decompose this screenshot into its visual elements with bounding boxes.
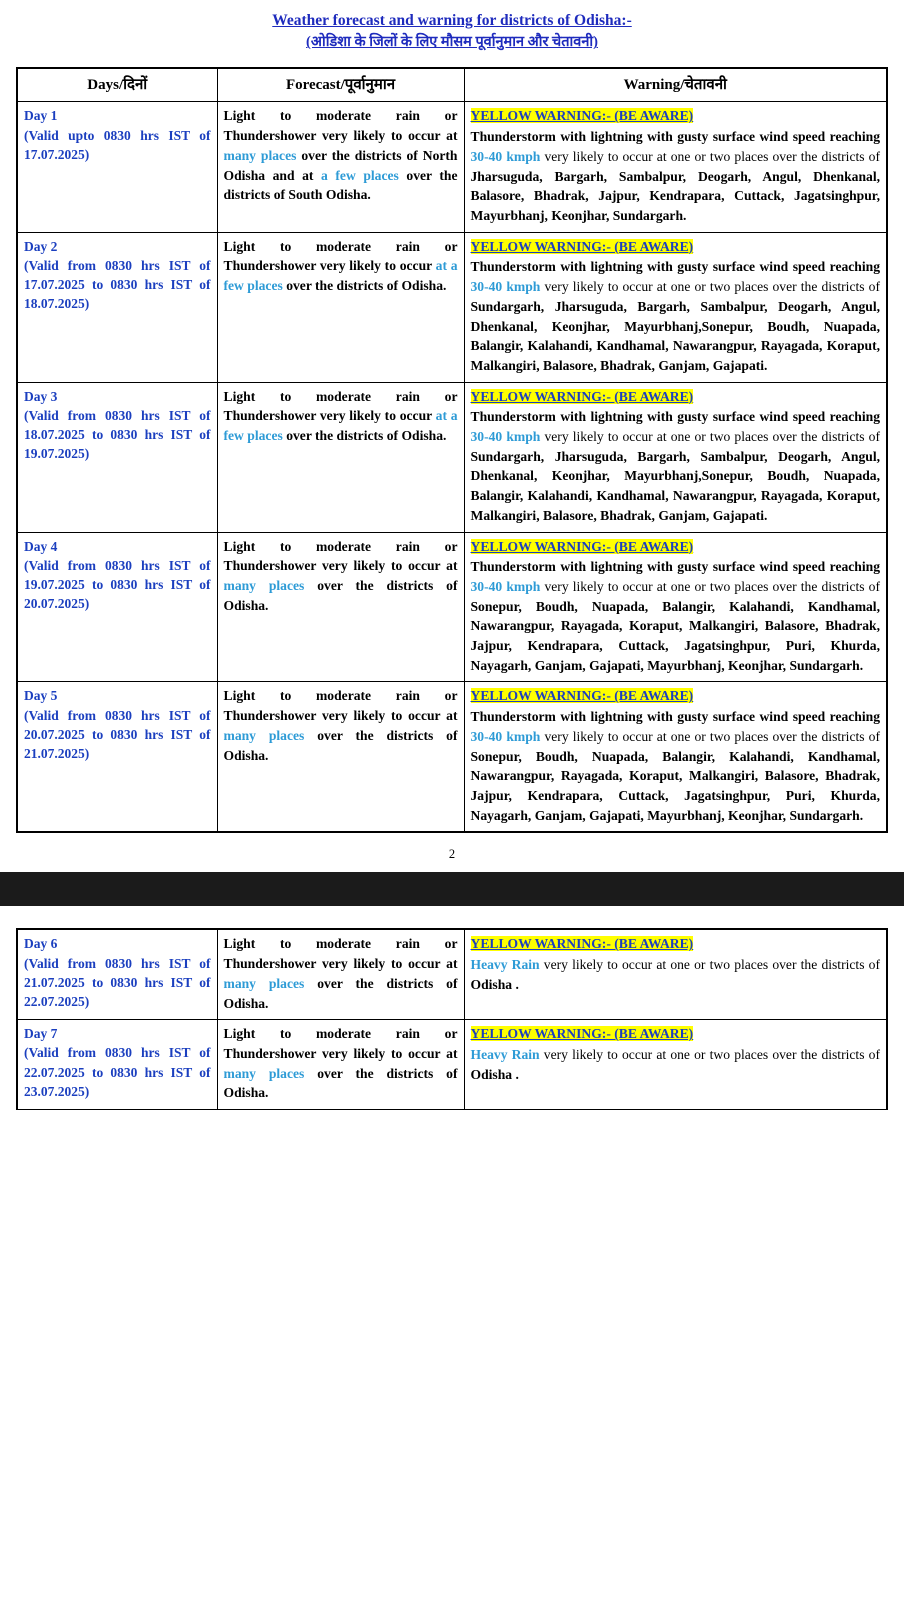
warning-districts: Sundargarh, Jharsuguda, Bargarh, Sambalpur, Deogarh, Angul, Dhenkanal, Keonjhar, Mayurbhanj,Sonepur, Boudh, Nuapada, Balangir, Kalahandi, Kandhamal, Nawarangpur, Rayagada, Koraput, Malkangiri, Balasore, Bhadrak, Ganjam, Gajapati. [470, 448, 880, 523]
day-label: Day 1 [24, 108, 58, 124]
header-warning: Warning/चेतावनी [464, 68, 887, 102]
forecast-text-pre: Light to moderate rain or Thundershower very likely to occur [223, 238, 458, 274]
forecast-text-pre: Light to moderate rain or Thundershower very likely to occur at [223, 936, 458, 972]
day-cell [17, 1020, 217, 1110]
warning-mid: very likely to occur at one or two places over the districts of [544, 148, 880, 164]
table-row [17, 532, 887, 682]
forecast-table [16, 67, 888, 833]
forecast-spread-1: many places [223, 975, 305, 991]
warning-mid: very likely to occur at one or two places over the districts of [544, 578, 880, 594]
warning-badge: YELLOW WARNING:- (BE AWARE) [470, 936, 694, 952]
forecast-text-mid: over the districts of Odisha. [286, 278, 447, 294]
day-label: Day 4 [24, 538, 58, 554]
forecast-table-continued [16, 928, 888, 1110]
forecast-text-mid: over the districts of Odisha. [223, 975, 458, 1011]
table-row [17, 682, 887, 832]
validity-label: (Valid from 0830 hrs IST of 20.07.2025 to 0830 hrs IST of 21.07.2025) [24, 707, 211, 761]
page-number: 2 [448, 847, 456, 862]
forecast-spread-1: many places [223, 1065, 305, 1081]
warning-body [471, 557, 881, 675]
table-row [17, 232, 887, 382]
day-cell [17, 382, 217, 532]
title-hindi: (ओडिशा के जिलों के लिए मौसम पूर्वानुमान और चेतावनी) [306, 34, 598, 51]
table-row [17, 102, 887, 232]
day-label: Day 5 [24, 688, 58, 704]
wind-speed: 30-40 kmph [470, 578, 541, 594]
forecast-page-2 [0, 906, 904, 1110]
forecast-text-post: over the districts of South Odisha. [223, 167, 458, 203]
warning-mid: very likely to occur at one or two places over the districts of [544, 279, 880, 295]
validity-label: (Valid from 0830 hrs IST of 17.07.2025 to 0830 hrs IST of 18.07.2025) [24, 257, 211, 312]
warning-body [471, 707, 881, 825]
forecast-cell [217, 682, 464, 832]
forecast-text-pre: Light to moderate rain or Thundershower very likely to occur at [223, 688, 458, 724]
warning-lead: Thunderstorm with lightning with gusty surface wind speed reaching [470, 129, 880, 145]
forecast-spread-1: at a few places [223, 258, 458, 294]
forecast-spread-2: a few places [321, 167, 399, 183]
validity-label: (Valid from 0830 hrs IST of 19.07.2025 to 0830 hrs IST of 20.07.2025) [24, 557, 211, 612]
day-cell [17, 929, 217, 1019]
warning-cell [464, 1020, 887, 1110]
forecast-text-pre: Light to moderate rain or Thundershower very likely to occur at [223, 108, 458, 144]
day-label: Day 6 [24, 936, 58, 952]
warning-cell [464, 929, 887, 1019]
header-days: Days/दिनों [17, 68, 217, 102]
forecast-cell [217, 382, 464, 532]
warning-cell [464, 232, 887, 382]
validity-label: (Valid from 0830 hrs IST of 21.07.2025 to 0830 hrs IST of 22.07.2025) [24, 955, 211, 1009]
warning-body [471, 1045, 881, 1084]
day-cell [17, 682, 217, 832]
warning-badge: YELLOW WARNING:- (BE AWARE) [470, 1026, 694, 1042]
warning-cell [464, 682, 887, 832]
forecast-cell [217, 1020, 464, 1110]
warning-lead: Thunderstorm with lightning with gusty surface wind speed reaching [470, 409, 880, 425]
warning-body [471, 127, 881, 226]
warning-districts: Sundargarh, Jharsuguda, Bargarh, Sambalpur, Deogarh, Angul, Dhenkanal, Keonjhar, Mayurbhanj,Sonepur, Boudh, Nuapada, Balangir, Kalahandi, Kandhamal, Nawarangpur, Rayagada, Koraput, Malkangiri, Balasore, Bhadrak, Ganjam, Gajapati. [470, 298, 880, 373]
document-title [14, 10, 890, 53]
heavy-rain-label: Heavy Rain [470, 1046, 540, 1062]
warning-mid: very likely to occur at one or two places over the districts of [544, 728, 880, 744]
page-break-band [0, 872, 904, 906]
forecast-spread-1: many places [223, 727, 305, 743]
warning-body [471, 955, 881, 994]
table-row [17, 382, 887, 532]
table-header-row [17, 68, 887, 102]
table-row [17, 929, 887, 1019]
title-english: Weather forecast and warning for districts of Odisha:- [272, 12, 632, 29]
warning-badge: YELLOW WARNING:- (BE AWARE) [470, 238, 694, 254]
warning-cell [464, 102, 887, 232]
forecast-cell [217, 929, 464, 1019]
forecast-text-mid: over the districts of Odisha. [223, 1065, 458, 1101]
forecast-cell [217, 232, 464, 382]
wind-speed: 30-40 kmph [470, 429, 541, 445]
day-cell [17, 532, 217, 682]
table-row [17, 1020, 887, 1110]
wind-speed: 30-40 kmph [470, 279, 541, 295]
warning-mid: very likely to occur at one or two places over the districts of [543, 957, 880, 973]
warning-badge: YELLOW WARNING:- (BE AWARE) [470, 688, 694, 704]
forecast-text-mid: over the districts of Odisha. [286, 428, 447, 444]
warning-cell [464, 382, 887, 532]
validity-label: (Valid upto 0830 hrs IST of 17.07.2025) [24, 127, 211, 162]
warning-districts: Sonepur, Boudh, Nuapada, Balangir, Kalahandi, Kandhamal, Nawarangpur, Rayagada, Koraput, Malkangiri, Balasore, Bhadrak, Jajpur, Kendrapara, Cuttack, Jagatsinghpur, Puri, Khurda, Nayagarh, Ganjam, Gajapati, Mayurbhanj, Keonjhar, Sundargarh. [470, 748, 880, 823]
forecast-text-mid: over the districts of Odisha. [223, 577, 458, 613]
forecast-text-pre: Light to moderate rain or Thundershower very likely to occur [223, 388, 458, 424]
forecast-spread-1: many places [223, 577, 305, 593]
day-cell [17, 232, 217, 382]
forecast-text-mid: over the districts of North Odisha and at [223, 147, 458, 183]
day-label: Day 2 [24, 238, 58, 254]
validity-label: (Valid from 0830 hrs IST of 22.07.2025 to 0830 hrs IST of 23.07.2025) [24, 1045, 211, 1099]
warning-badge: YELLOW WARNING:- (BE AWARE) [470, 538, 694, 554]
day-cell [17, 102, 217, 232]
day-label: Day 7 [24, 1026, 58, 1042]
warning-districts: Odisha . [470, 976, 519, 992]
validity-label: (Valid from 0830 hrs IST of 18.07.2025 to 0830 hrs IST of 19.07.2025) [24, 407, 211, 462]
forecast-cell [217, 532, 464, 682]
warning-lead: Thunderstorm with lightning with gusty surface wind speed reaching [470, 259, 880, 275]
warning-cell [464, 532, 887, 682]
forecast-cell [217, 102, 464, 232]
wind-speed: 30-40 kmph [470, 728, 541, 744]
warning-badge: YELLOW WARNING:- (BE AWARE) [470, 388, 694, 404]
forecast-spread-1: at a few places [223, 408, 458, 444]
warning-districts: Sonepur, Boudh, Nuapada, Balangir, Kalahandi, Kandhamal, Nawarangpur, Rayagada, Koraput, Malkangiri, Balasore, Bhadrak, Jajpur, Kendrapara, Cuttack, Jagatsinghpur, Puri, Khurda, Nayagarh, Ganjam, Gajapati, Mayurbhanj, Keonjhar, Sundargarh. [470, 598, 880, 673]
warning-districts: Odisha . [470, 1066, 519, 1082]
forecast-text-mid: over the districts of Odisha. [223, 727, 458, 763]
warning-mid: very likely to occur at one or two places over the districts of [544, 429, 880, 445]
warning-badge: YELLOW WARNING:- (BE AWARE) [470, 108, 694, 124]
warning-body [471, 257, 881, 375]
warning-body [471, 407, 881, 525]
warning-mid: very likely to occur at one or two places over the districts of [543, 1046, 880, 1062]
heavy-rain-label: Heavy Rain [470, 957, 540, 973]
wind-speed: 30-40 kmph [470, 148, 541, 164]
warning-lead: Thunderstorm with lightning with gusty surface wind speed reaching [470, 559, 880, 575]
forecast-spread-1: many places [223, 147, 297, 163]
header-forecast: Forecast/पूर्वानुमान [217, 68, 464, 102]
warning-districts: Jharsuguda, Bargarh, Sambalpur, Deogarh, Angul, Dhenkanal, Balasore, Bhadrak, Jajpur, Kendrapara, Cuttack, Jagatsinghpur, Mayurbhanj, Keonjhar, Sundargarh. [470, 168, 880, 223]
day-label: Day 3 [24, 388, 58, 404]
forecast-text-pre: Light to moderate rain or Thundershower very likely to occur at [223, 1026, 458, 1061]
warning-lead: Thunderstorm with lightning with gusty surface wind speed reaching [470, 709, 880, 725]
forecast-text-pre: Light to moderate rain or Thundershower very likely to occur at [223, 538, 458, 574]
